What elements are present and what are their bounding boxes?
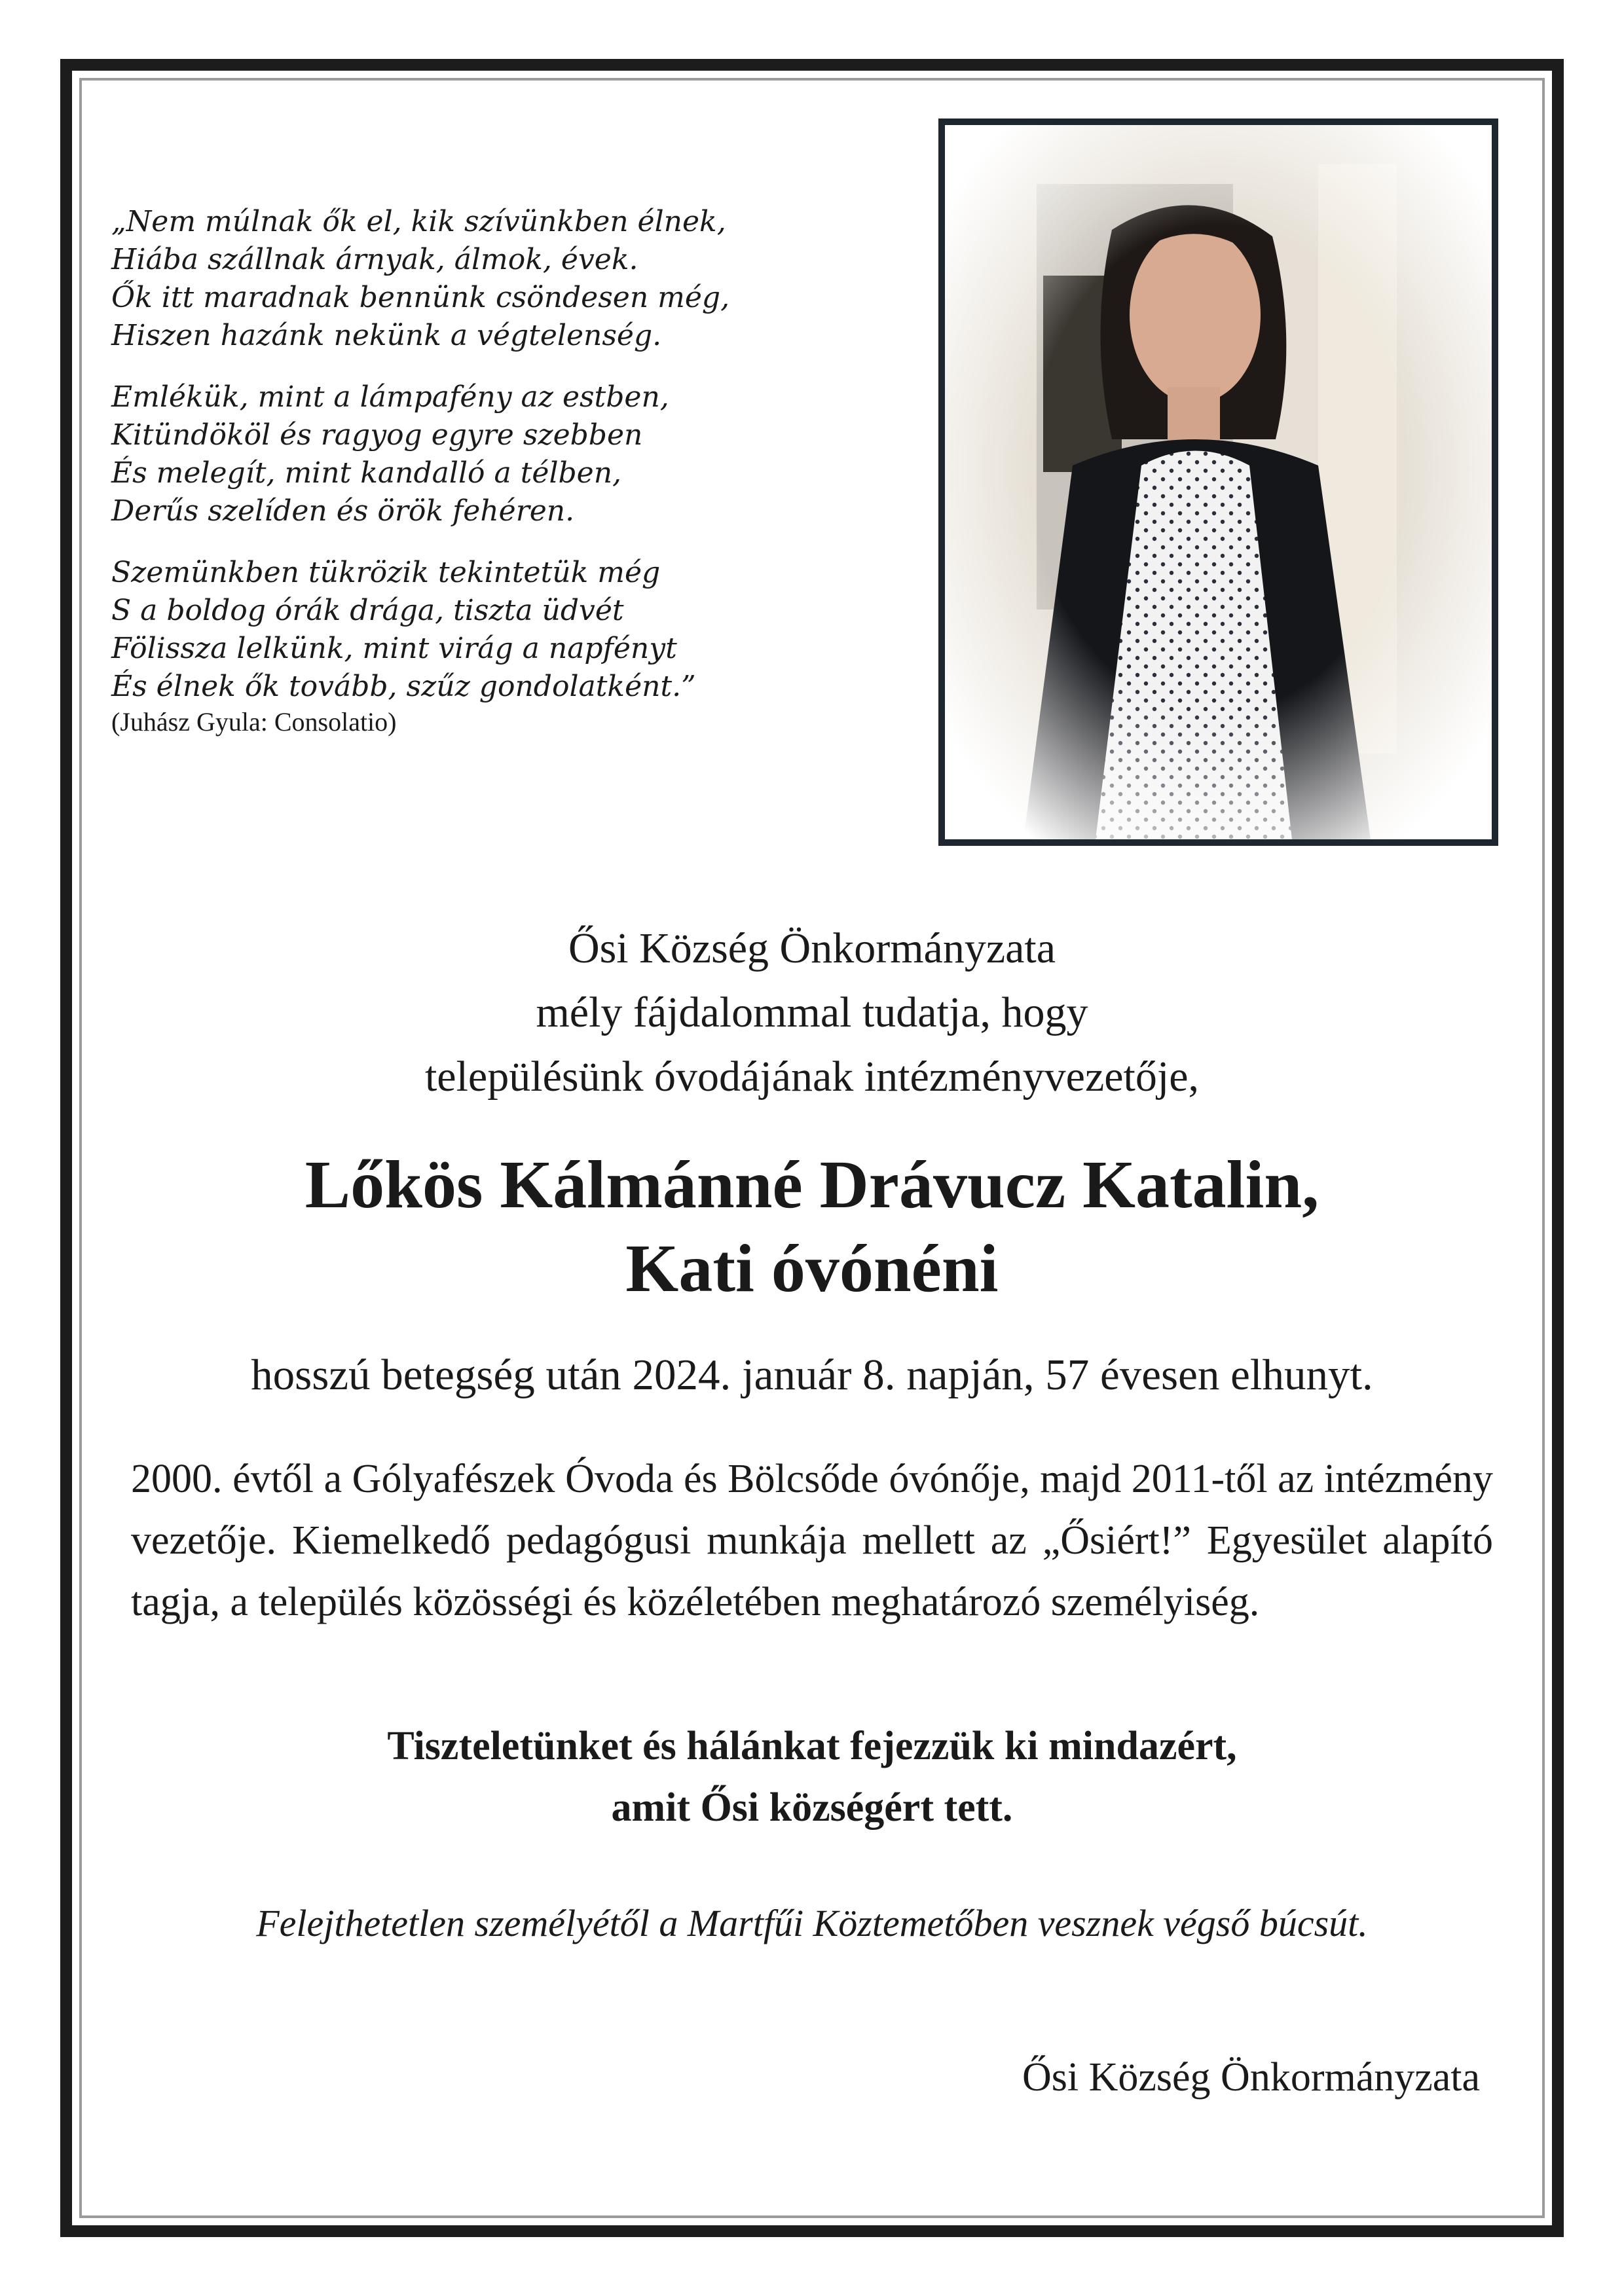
poem-line: Ők itt maradnak bennünk csöndesen még, (111, 281, 730, 314)
death-statement: hosszú betegség után 2024. január 8. napján, 57 évesen elhunyt. (251, 1351, 1373, 1399)
poem-line: S a boldog órák drága, tiszta üdvét (111, 594, 624, 627)
poem-line: És élnek ők tovább, szűz gondolatként.” (111, 670, 696, 703)
tribute (111, 1715, 1513, 1838)
intro-line: mély fájdalommal tudatja, hogy (536, 989, 1088, 1036)
poem-line: Derűs szelíden és örök fehéren. (111, 494, 575, 528)
intro-line: Ősi Község Önkormányzata (568, 924, 1056, 972)
poem (111, 203, 897, 738)
notice-intro (111, 917, 1513, 1109)
poem-line: Emlékük, mint a lámpafény az estben, (111, 380, 669, 414)
poem-line: És melegít, mint kandalló a télben, (111, 456, 622, 490)
signature: Ősi Község Önkormányzata (1022, 2055, 1480, 2100)
poem-stanza (111, 554, 897, 738)
deceased-name (111, 1143, 1513, 1311)
poem-line: „Nem múlnak ők el, kik szívünkben élnek, (111, 205, 726, 238)
intro-line: településünk óvodájának intézményvezetője, (424, 1053, 1200, 1101)
poem-line: Hiába szállnak árnyak, álmok, évek. (111, 243, 638, 276)
tribute-line: Tiszteletünket és hálánkat fejezzük ki mindazért, (387, 1724, 1237, 1768)
poem-line: Szemünkben tükrözik tekintetük még (111, 556, 661, 589)
name-line: Lőkös Kálmánné Drávucz Katalin, (304, 1147, 1320, 1222)
poem-line: Fölissza lelkünk, mint virág a napfényt (111, 632, 677, 665)
portrait-photo (938, 118, 1498, 846)
farewell-note: Felejthetetlen személyétől a Martfűi Köztemetőben vesznek végső búcsút. (256, 1902, 1368, 1944)
poem-stanza (111, 378, 897, 530)
biography-paragraph: 2000. évtől a Gólyafészek Óvoda és Bölcsőde óvónője, majd 2011-től az intézmény vezetője. Kiemelkedő pedagógusi munkája mellett az „Ősiért!” Egyesület alapító tagja, a település közösségi és közéletében meghatározó személyiség. (131, 1457, 1493, 1624)
poem-line: Kitündököl és ragyog egyre szebben (111, 418, 643, 452)
nickname-line: Kati óvónéni (625, 1231, 999, 1306)
portrait-illustration (945, 125, 1492, 839)
tribute-line: amit Ősi községért tett. (611, 1785, 1013, 1830)
poem-line: Hiszen hazánk nekünk a végtelenség. (111, 319, 662, 352)
poem-attribution: (Juhász Gyula: Consolatio) (111, 707, 397, 737)
poem-stanza (111, 203, 897, 355)
